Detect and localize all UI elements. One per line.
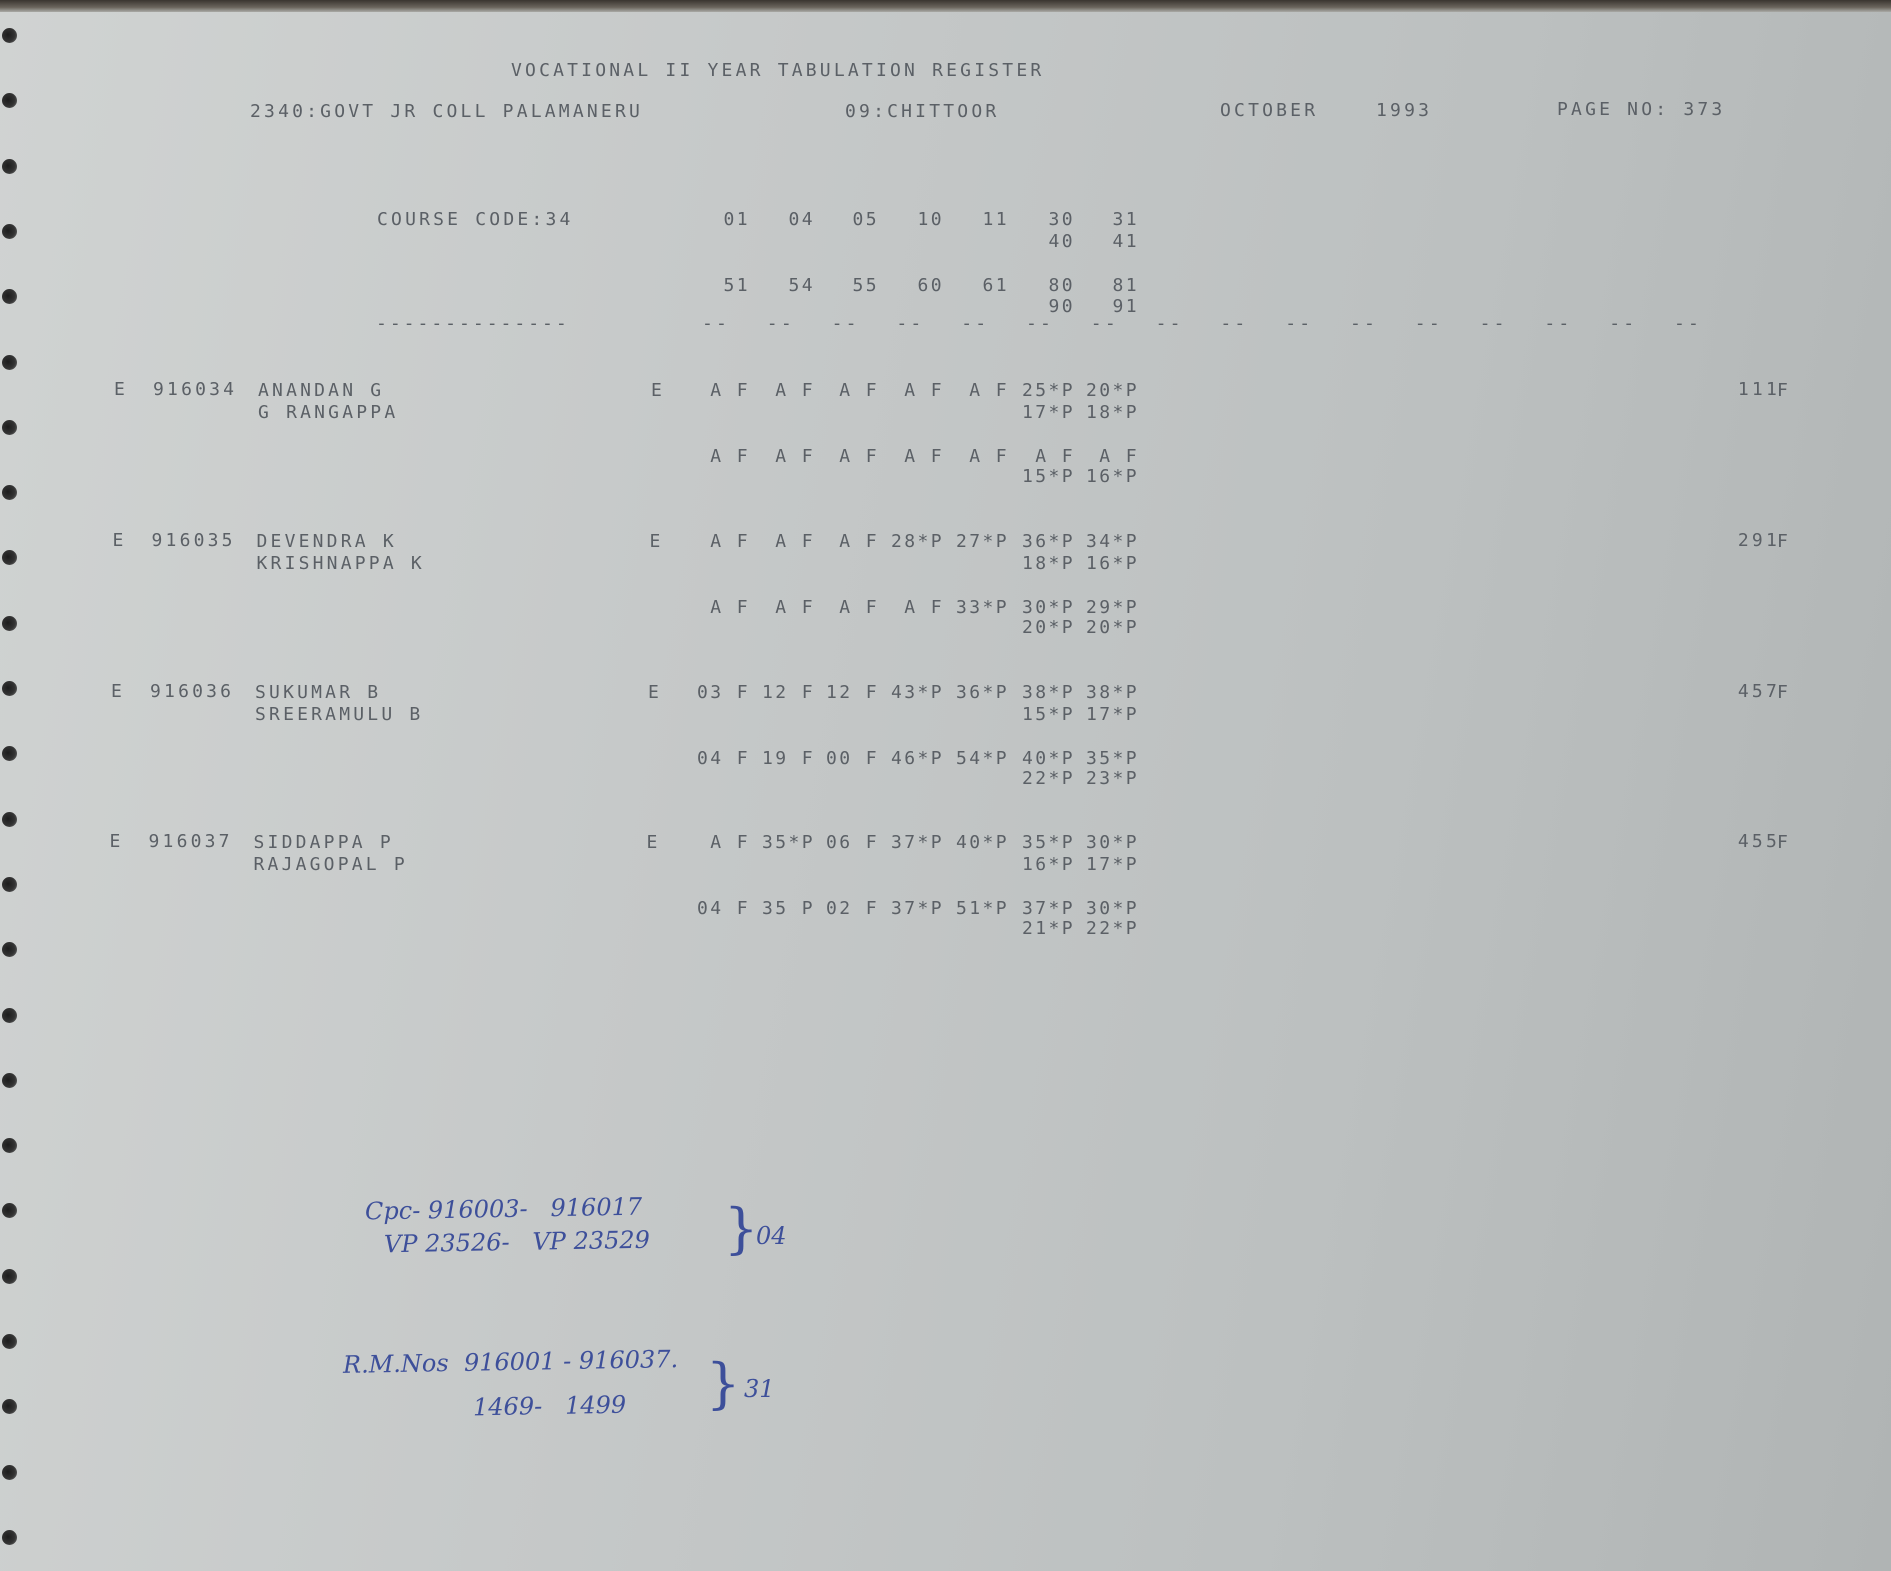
subject-code: 61: [982, 275, 1009, 296]
mark-cell: A F: [775, 446, 815, 467]
rule-mark: --: [702, 313, 731, 334]
mark-cell: 04 F: [697, 748, 750, 769]
punch-hole: [2, 681, 17, 696]
handwritten-note-2-line-2: 1469- 1499: [472, 1390, 627, 1422]
punch-hole: [2, 1530, 17, 1545]
handwritten-count-1: 04: [756, 1222, 787, 1250]
mark-cell: A F: [775, 531, 815, 552]
mark-cell: 06 F: [826, 832, 879, 853]
punch-hole: [2, 616, 17, 631]
rule-mark: --: [1026, 313, 1055, 334]
subject-code: 05: [852, 209, 879, 230]
register-title: VOCATIONAL II YEAR TABULATION REGISTER: [511, 60, 1045, 81]
mark-cell: 25*P: [1022, 380, 1075, 401]
punch-hole: [2, 1465, 17, 1480]
exam-month: OCTOBER: [1220, 100, 1319, 121]
punch-hole: [2, 877, 17, 892]
mark-cell: A F: [775, 380, 815, 401]
subject-code-sub: 90: [1048, 296, 1075, 317]
parent-name: KRISHNAPPA K: [256, 553, 425, 574]
mark-cell: 02 F: [826, 898, 879, 919]
mark-cell-sub: 20*P: [1022, 617, 1075, 638]
punch-hole: [2, 420, 17, 435]
mark-cell: 54*P: [956, 748, 1009, 769]
subject-code: 10: [917, 209, 944, 230]
stream-code: E: [649, 531, 664, 552]
mark-cell: A F: [904, 446, 944, 467]
mark-cell: 35*P: [1086, 748, 1139, 769]
mark-cell: 30*P: [1086, 898, 1139, 919]
mark-cell-sub: 22*P: [1086, 918, 1139, 939]
mark-cell-sub: 15*P: [1022, 704, 1075, 725]
district-name: 09:CHITTOOR: [845, 101, 1000, 122]
mark-cell: 51*P: [956, 898, 1009, 919]
mark-cell: 27*P: [956, 531, 1009, 552]
mark-cell-sub: 17*P: [1086, 854, 1139, 875]
roll-number: 916037: [148, 831, 233, 852]
result: F: [1777, 531, 1792, 552]
subject-code: 55: [852, 275, 879, 296]
mark-cell: A F: [839, 380, 879, 401]
rule-mark: --: [1479, 313, 1508, 334]
subject-code-sub: 40: [1048, 231, 1075, 252]
result: F: [1777, 682, 1792, 703]
mark-cell-sub: 17*P: [1086, 704, 1139, 725]
stream-code: E: [646, 832, 661, 853]
rule-mark: --: [1414, 313, 1443, 334]
mark-cell: 43*P: [891, 682, 944, 703]
subject-code: 11: [982, 209, 1009, 230]
mark-cell: 19 F: [762, 748, 815, 769]
subject-code: 54: [788, 275, 815, 296]
mark-cell: A F: [969, 380, 1009, 401]
mark-cell-sub: 16*P: [1086, 553, 1139, 574]
subject-code: 51: [723, 275, 750, 296]
student-name: SIDDAPPA P: [253, 832, 394, 853]
rule-mark: --: [1090, 313, 1119, 334]
mark-cell: A F: [710, 380, 750, 401]
punch-hole: [2, 1138, 17, 1153]
handwritten-count-2: 31: [744, 1375, 775, 1403]
student-name: ANANDAN G: [258, 380, 385, 401]
roll-number: 916036: [150, 681, 235, 702]
mark-cell-sub: 18*P: [1022, 553, 1075, 574]
rule-mark: --: [1285, 313, 1314, 334]
subject-code: 01: [723, 209, 750, 230]
mark-cell-sub: 16*P: [1086, 466, 1139, 487]
mark-cell: 28*P: [891, 531, 944, 552]
handwritten-note-2-line-1: R.M.Nos 916001 - 916037.: [342, 1345, 679, 1379]
parent-name: RAJAGOPAL P: [253, 854, 408, 875]
mark-cell-sub: 20*P: [1086, 617, 1139, 638]
page-number: PAGE NO: 373: [1557, 99, 1726, 120]
punch-hole: [2, 485, 17, 500]
rule-mark: --: [961, 313, 990, 334]
mark-cell: 37*P: [891, 898, 944, 919]
punch-hole: [2, 1269, 17, 1284]
handwritten-note-1-line-1: Cpc- 916003- 916017: [364, 1192, 643, 1226]
student-flag: E: [114, 379, 129, 400]
stream-code: E: [648, 682, 663, 703]
subject-code-sub: 41: [1112, 231, 1139, 252]
mark-cell: A F: [710, 832, 750, 853]
subject-code: 60: [917, 275, 944, 296]
mark-cell-sub: 18*P: [1086, 402, 1139, 423]
mark-cell: 35*P: [762, 832, 815, 853]
rule-mark: --: [1155, 313, 1184, 334]
mark-cell: 30*P: [1022, 597, 1075, 618]
handwritten-brace-1: }: [724, 1197, 759, 1260]
course-code-label: COURSE CODE:34: [377, 209, 574, 230]
handwritten-brace-2: }: [706, 1352, 741, 1415]
mark-cell: 35 P: [762, 898, 815, 919]
roll-number: 916035: [151, 530, 236, 551]
result: F: [1777, 380, 1792, 401]
mark-cell-sub: 22*P: [1022, 768, 1075, 789]
total-marks: 291: [1737, 530, 1780, 551]
mark-cell: 38*P: [1086, 682, 1139, 703]
mark-cell: 37*P: [891, 832, 944, 853]
rule-mark: --: [1609, 313, 1638, 334]
subject-code: 31: [1112, 209, 1139, 230]
mark-cell: A F: [775, 597, 815, 618]
student-flag: E: [111, 681, 126, 702]
total-marks: 457: [1737, 681, 1780, 702]
mark-cell: 36*P: [1022, 531, 1075, 552]
mark-cell-sub: 15*P: [1022, 466, 1075, 487]
mark-cell: 04 F: [697, 898, 750, 919]
roll-number: 916034: [153, 379, 238, 400]
rule-mark: --: [1544, 313, 1573, 334]
mark-cell: A F: [1099, 446, 1139, 467]
mark-cell: A F: [839, 531, 879, 552]
mark-cell-sub: 16*P: [1022, 854, 1075, 875]
punch-hole: [2, 812, 17, 827]
mark-cell: A F: [904, 380, 944, 401]
handwritten-note-1-line-2: VP 23526- VP 23529: [383, 1225, 651, 1259]
mark-cell: 37*P: [1022, 898, 1075, 919]
student-name: SUKUMAR B: [255, 682, 382, 703]
subject-code: 80: [1048, 275, 1075, 296]
rule-mark: --: [831, 313, 860, 334]
mark-cell: 12 F: [762, 682, 815, 703]
punch-hole: [2, 28, 17, 43]
rule-mark: --: [1220, 313, 1249, 334]
mark-cell: A F: [969, 446, 1009, 467]
stream-code: E: [651, 380, 666, 401]
mark-cell: A F: [710, 597, 750, 618]
mark-cell: 35*P: [1022, 832, 1075, 853]
result: F: [1777, 832, 1792, 853]
mark-cell-sub: 23*P: [1086, 768, 1139, 789]
mark-cell: 36*P: [956, 682, 1009, 703]
mark-cell: A F: [839, 597, 879, 618]
rule-mark: --: [766, 313, 795, 334]
total-marks: 455: [1737, 831, 1780, 852]
mark-cell-sub: 17*P: [1022, 402, 1075, 423]
subject-code: 04: [788, 209, 815, 230]
rule-mark: --: [896, 313, 925, 334]
label-underline: --------------: [376, 313, 570, 334]
mark-cell: 40*P: [956, 832, 1009, 853]
college-name: 2340:GOVT JR COLL PALAMANERU: [250, 101, 644, 122]
subject-code: 81: [1112, 275, 1139, 296]
mark-cell: 29*P: [1086, 597, 1139, 618]
top-edge-shadow: [0, 0, 1891, 12]
mark-cell: 12 F: [826, 682, 879, 703]
mark-cell: 40*P: [1022, 748, 1075, 769]
punch-hole: [2, 159, 17, 174]
mark-cell: 00 F: [826, 748, 879, 769]
parent-name: SREERAMULU B: [255, 704, 424, 725]
punch-hole: [2, 1334, 17, 1349]
mark-cell: A F: [904, 597, 944, 618]
mark-cell: A F: [710, 446, 750, 467]
parent-name: G RANGAPPA: [258, 402, 399, 423]
student-flag: E: [109, 831, 124, 852]
mark-cell: A F: [839, 446, 879, 467]
mark-cell: 33*P: [956, 597, 1009, 618]
mark-cell: 03 F: [697, 682, 750, 703]
mark-cell: 30*P: [1086, 832, 1139, 853]
mark-cell: 34*P: [1086, 531, 1139, 552]
punch-hole: [2, 355, 17, 370]
student-name: DEVENDRA K: [256, 531, 397, 552]
mark-cell-sub: 21*P: [1022, 918, 1075, 939]
mark-cell: A F: [1035, 446, 1075, 467]
subject-code: 30: [1048, 209, 1075, 230]
punch-hole: [2, 1008, 17, 1023]
rule-mark: --: [1674, 313, 1703, 334]
mark-cell: A F: [710, 531, 750, 552]
total-marks: 111: [1737, 379, 1780, 400]
punch-hole: [2, 1073, 17, 1088]
rule-mark: --: [1350, 313, 1379, 334]
subject-code-sub: 91: [1112, 296, 1139, 317]
mark-cell: 38*P: [1022, 682, 1075, 703]
mark-cell: 46*P: [891, 748, 944, 769]
mark-cell: 20*P: [1086, 380, 1139, 401]
student-flag: E: [112, 530, 127, 551]
exam-year: 1993: [1376, 100, 1433, 121]
punch-hole: [2, 224, 17, 239]
